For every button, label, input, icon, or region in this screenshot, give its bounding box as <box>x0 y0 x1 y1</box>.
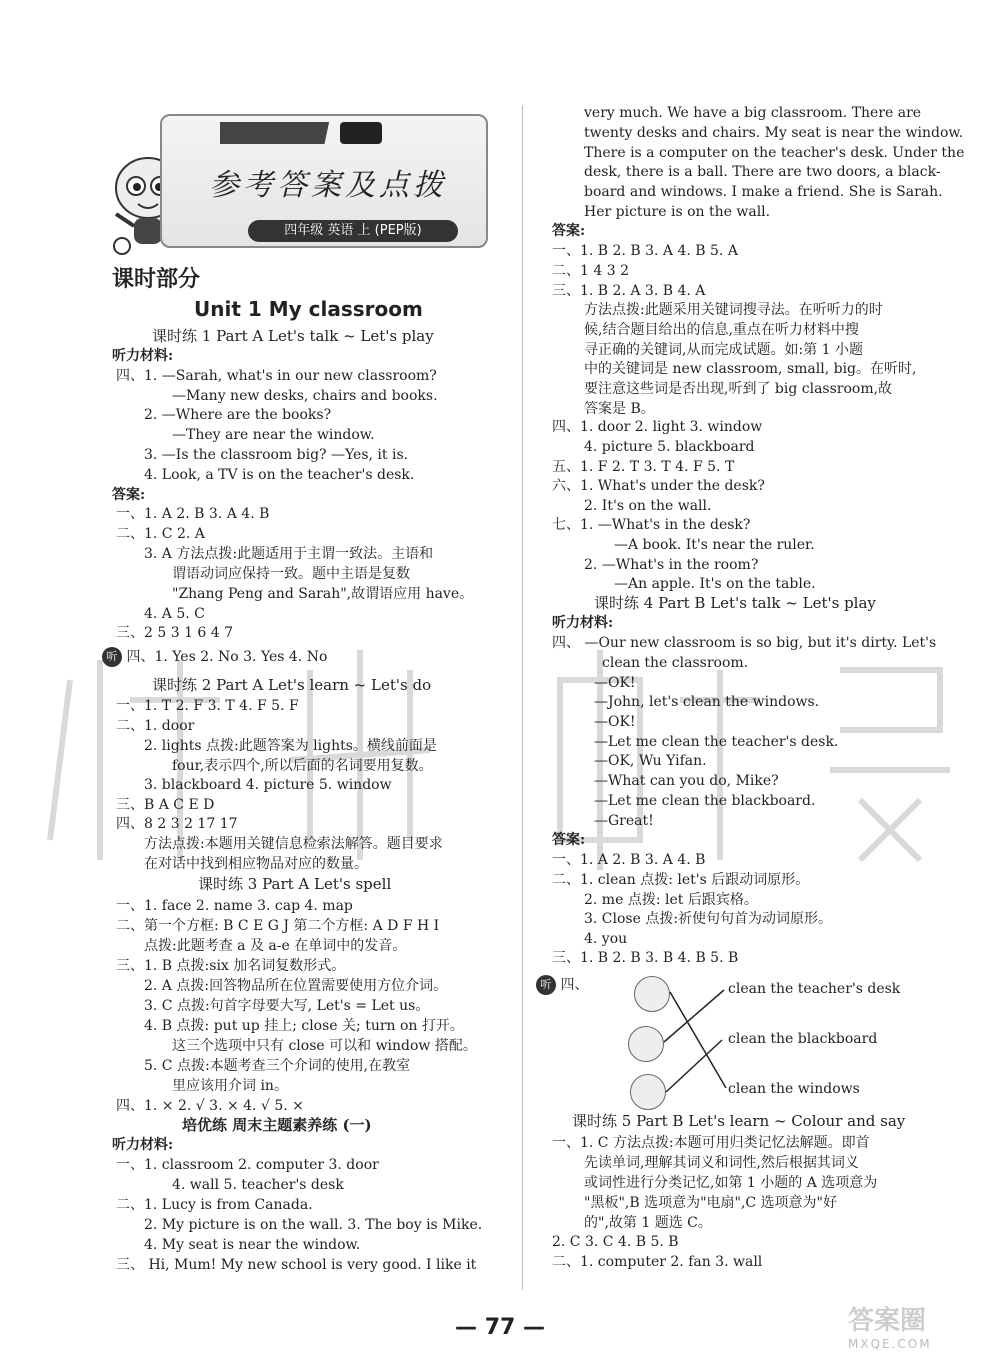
text-line: 2. A 点拨:回答物品所在位置需要使用方位介词。 <box>144 978 448 994</box>
text-line: 方法点拨:此题采用关键词搜寻法。在听听力的时 <box>584 302 883 318</box>
text-line: 3. C 点拨:句首字母要大写, Let's = Let us。 <box>144 998 430 1014</box>
listen-icon: 听 <box>102 647 122 667</box>
text-line: 一、1. A 2. B 3. A 4. B <box>116 506 270 522</box>
matching-figure <box>548 968 948 1108</box>
text-line: four,表示四个,所以后面的名词要用复数。 <box>172 758 433 774</box>
text-line: Her picture is on the wall. <box>584 204 771 220</box>
text-line: 先读单词,理解其词义和词性,然后根据其词义 <box>584 1155 859 1171</box>
text-line: 五、1. F 2. T 3. T 4. F 5. T <box>552 459 735 475</box>
lesson-3-title: 课时练 3 Part A Let's spell <box>198 875 392 893</box>
text-line: 二、第一个方框: B C E G J 第二个方框: A D F H I <box>116 918 440 934</box>
header-banner <box>108 108 490 256</box>
text-line: 六、1. What's under the desk? <box>552 478 765 494</box>
lesson-4-title: 课时练 4 Part B Let's talk ~ Let's play <box>594 594 876 612</box>
text-line <box>102 647 327 667</box>
text-line: —OK! <box>594 714 636 730</box>
text-line: 一、1. classroom 2. computer 3. door <box>116 1157 379 1173</box>
text-line: 3. blackboard 4. picture 5. window <box>144 777 392 793</box>
text-line: 2. It's on the wall. <box>584 498 712 514</box>
text-line: 一、1. B 2. B 3. A 4. B 5. A <box>552 243 738 259</box>
brand-name: 答案圈 <box>848 1306 927 1336</box>
text-line: —John, let's clean the windows. <box>594 694 820 710</box>
text-line: 要注意这些词是否出现,听到了 big classroom,故 <box>584 381 893 397</box>
material-label: 听力材料: <box>112 348 174 364</box>
text-line: 3. A 方法点拨:此题适用于主谓一致法。主语和 <box>144 546 434 562</box>
header-title: 参考答案及点拨 <box>209 168 447 203</box>
text-line: 答案是 B。 <box>584 401 655 417</box>
text-line: 2. —Where are the books? <box>144 407 332 423</box>
text-line: 三、1. B 点拨:six 加名词复数形式。 <box>116 958 346 974</box>
weekly-title: 培优练 周末主题素养练 (一) <box>182 1116 372 1134</box>
text-line: There is a computer on the teacher's desk. Under the <box>584 145 965 161</box>
text-line: 四、 <box>560 977 589 993</box>
text-line: 中的关键词是 new classroom, small, big。在听时, <box>584 361 917 377</box>
answer-label: 答案: <box>552 832 586 848</box>
text-line: 5. C 点拨:本题考查三个介词的使用,在教室 <box>144 1058 411 1074</box>
text-line: very much. We have a big classroom. There are <box>584 105 922 121</box>
brand-strip <box>220 118 390 148</box>
material-label: 听力材料: <box>552 615 614 631</box>
column-divider <box>522 105 523 1290</box>
lesson-5-title: 课时练 5 Part B Let's learn ~ Colour and say <box>572 1112 906 1130</box>
text-line: 的",故第 1 题选 C。 <box>584 1215 712 1231</box>
text-line: board and windows. I make a friend. She is Sarah. <box>584 184 943 200</box>
text-line: 二、1. C 2. A <box>116 526 205 542</box>
text-line: 或词性进行分类记忆,如第 1 小题的 A 选项意为 <box>584 1175 878 1191</box>
text-line: 4. Look, a TV is on the teacher's desk. <box>144 467 415 483</box>
text-line: 三、1. B 2. B 3. B 4. B 5. B <box>552 950 739 966</box>
text-line: 在对话中找到相应物品对应的数量。 <box>144 856 368 872</box>
text-line: clean the classroom. <box>602 655 749 671</box>
text-line: 一、1. T 2. F 3. T 4. F 5. F <box>116 698 299 714</box>
match-item: clean the blackboard <box>728 1031 878 1047</box>
text-line: 四、1. × 2. √ 3. × 4. √ 5. × <box>116 1098 304 1114</box>
text-line: 这三个选项中只有 close 可以和 window 搭配。 <box>172 1038 477 1054</box>
brand-logo-icon <box>220 118 390 148</box>
text-line: 4. you <box>584 931 628 947</box>
text-line: 二、1. computer 2. fan 3. wall <box>552 1254 763 1270</box>
text-line: 4. wall 5. teacher's desk <box>172 1177 344 1193</box>
unit-title: Unit 1 My classroom <box>194 297 423 321</box>
text-line: desk, there is a ball. There are two doors, a black- <box>584 164 941 180</box>
text-line: 四、1. Yes 2. No 3. Yes 4. No <box>126 649 328 665</box>
text-line: 2. My picture is on the wall. 3. The boy is Mike. <box>144 1217 483 1233</box>
text-line: "黑板",B 选项意为"电扇",C 选项意为"好 <box>584 1195 837 1211</box>
text-line: 一、1. C 方法点拨:本题可用归类记忆法解题。即首 <box>552 1135 870 1151</box>
lesson-2-title: 课时练 2 Part A Let's learn ~ Let's do <box>152 676 432 694</box>
text-line: —Let me clean the blackboard. <box>594 793 816 809</box>
text-line: "Zhang Peng and Sarah",故谓语应用 have。 <box>172 586 474 602</box>
text-line: 三、1. B 2. A 3. B 4. A <box>552 283 706 299</box>
text-line: —What can you do, Mike? <box>594 773 779 789</box>
header-subtitle: 四年级 英语 上 (PEP版) <box>248 220 458 242</box>
text-line: 四、 —Our new classroom is so big, but it's dirty. Let's <box>552 635 937 651</box>
text-line: 2. me 点拨: let 后跟宾格。 <box>584 892 758 908</box>
text-line: 4. B 点拨: put up 挂上; close 关; turn on 打开。 <box>144 1018 464 1034</box>
text-line: 一、1. face 2. name 3. cap 4. map <box>116 898 353 914</box>
text-line: —Many new desks, chairs and books. <box>172 388 438 404</box>
text-line: 二、1 4 3 2 <box>552 263 629 279</box>
listen-icon: 听 <box>536 975 556 995</box>
text-line: twenty desks and chairs. My seat is near the window. <box>584 125 964 141</box>
text-line: —They are near the window. <box>172 427 375 443</box>
brand-watermark <box>848 1300 968 1356</box>
text-line: 三、 Hi, Mum! My new school is very good. I like it <box>116 1257 477 1273</box>
text-line: 二、1. clean 点拨: let's 后跟动词原形。 <box>552 872 810 888</box>
text-line: 四、1. —Sarah, what's in our new classroom? <box>116 368 437 384</box>
text-line: 2. C 3. C 4. B 5. B <box>552 1234 679 1250</box>
text-line: 三、2 5 3 1 6 4 7 <box>116 625 234 641</box>
text-line: 点拨:此题考查 a 及 a-e 在单词中的发音。 <box>144 938 407 954</box>
text-line: 一、1. A 2. B 3. A 4. B <box>552 852 706 868</box>
text-line: —OK! <box>594 675 636 691</box>
text-line: —An apple. It's on the table. <box>614 576 816 592</box>
text-line: 三、B A C E D <box>116 797 215 813</box>
answer-label: 答案: <box>552 223 586 239</box>
text-line: 四、8 2 3 2 17 17 <box>116 816 238 832</box>
text-line: 2. lights 点拨:此题答案为 lights。横线前面是 <box>144 738 437 754</box>
lesson-1-title: 课时练 1 Part A Let's talk ~ Let's play <box>152 327 434 345</box>
text-line: 2. —What's in the room? <box>584 557 759 573</box>
text-line: 方法点拨:本题用关键信息检索法解答。题目要求 <box>144 836 443 852</box>
text-line: 4. My seat is near the window. <box>144 1237 361 1253</box>
brand-url: MXQE.COM <box>848 1337 932 1351</box>
text-line: 四、1. door 2. light 3. window <box>552 419 763 435</box>
text-line: —Let me clean the teacher's desk. <box>594 734 839 750</box>
match-item: clean the windows <box>728 1081 860 1097</box>
material-label: 听力材料: <box>112 1137 174 1153</box>
text-line: —A book. It's near the ruler. <box>614 537 815 553</box>
text-line: 谓语动词应保持一致。题中主语是复数 <box>172 566 410 582</box>
text-line: 4. picture 5. blackboard <box>584 439 755 455</box>
text-line: 候,结合题目给出的信息,重点在听力材料中搜 <box>584 322 859 338</box>
section-title: 课时部分 <box>112 267 201 292</box>
text-line: 里应该用介词 in。 <box>172 1078 288 1094</box>
text-line: 3. Close 点拨:祈使句句首为动词原形。 <box>584 911 833 927</box>
text-line: 七、1. —What's in the desk? <box>552 517 751 533</box>
answer-label: 答案: <box>112 487 146 503</box>
page-number: — 77 — <box>455 1315 545 1340</box>
text-line: —OK, Wu Yifan. <box>594 753 707 769</box>
text-line: —Great! <box>594 813 654 829</box>
text-line: 二、1. door <box>116 718 195 734</box>
text-line: 3. —Is the classroom big? —Yes, it is. <box>144 447 409 463</box>
text-line: 寻正确的关键词,从而完成试题。如:第 1 小题 <box>584 342 863 358</box>
text-line: 二、1. Lucy is from Canada. <box>116 1197 313 1213</box>
text-line: 4. A 5. C <box>144 606 205 622</box>
match-item: clean the teacher's desk <box>728 981 901 997</box>
